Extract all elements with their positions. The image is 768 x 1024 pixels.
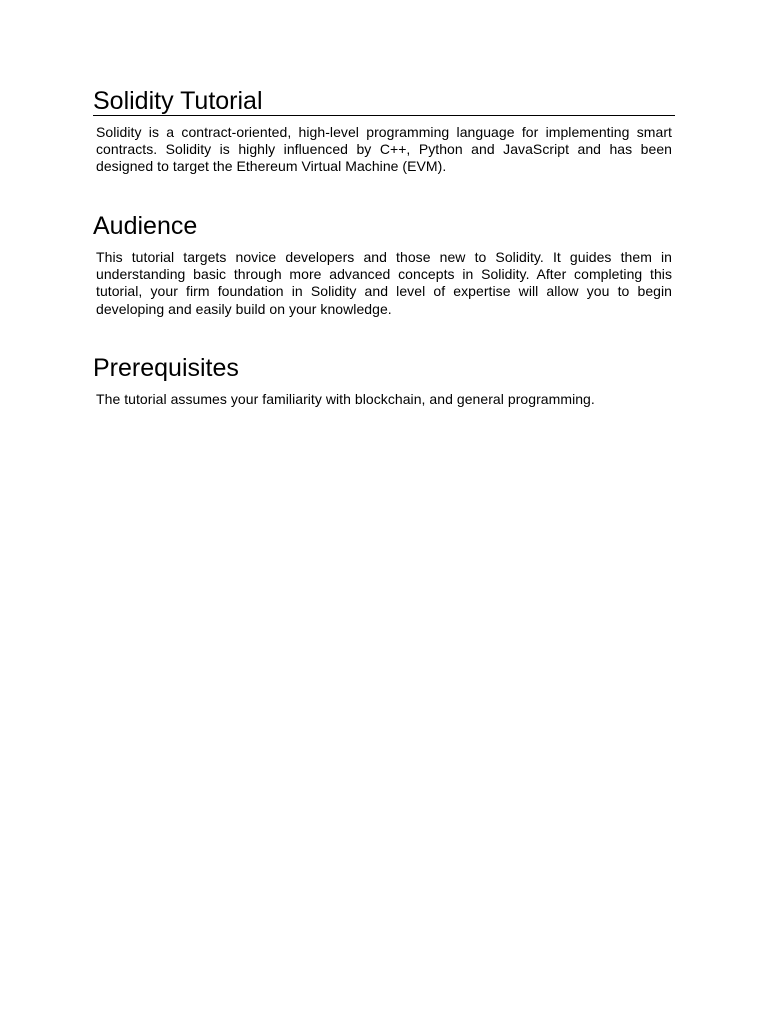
prerequisites-paragraph: The tutorial assumes your familiarity with blockchain, and general programming. [96, 391, 595, 407]
prerequisites-heading: Prerequisites [93, 354, 239, 382]
audience-heading: Audience [93, 212, 198, 240]
document-title: Solidity Tutorial [93, 87, 263, 115]
audience-section [93, 211, 675, 241]
intro-paragraph: Solidity is a contract-oriented, high-level programming language for implementing smart contracts. Solidity is highly influenced by C++, Python and JavaScript and has been designed to target the Ethereum Virtual Machine (EVM). [96, 124, 672, 175]
title-block [93, 86, 675, 116]
audience-paragraph: This tutorial targets novice developers and those new to Solidity. It guides them in understanding basic through more advanced concepts in Solidity. After completing this tutorial, your firm foundation in Solidity and level of expertise will allow you to begin developing and easily build on your knowledge. [96, 249, 672, 317]
prerequisites-section [93, 353, 675, 383]
